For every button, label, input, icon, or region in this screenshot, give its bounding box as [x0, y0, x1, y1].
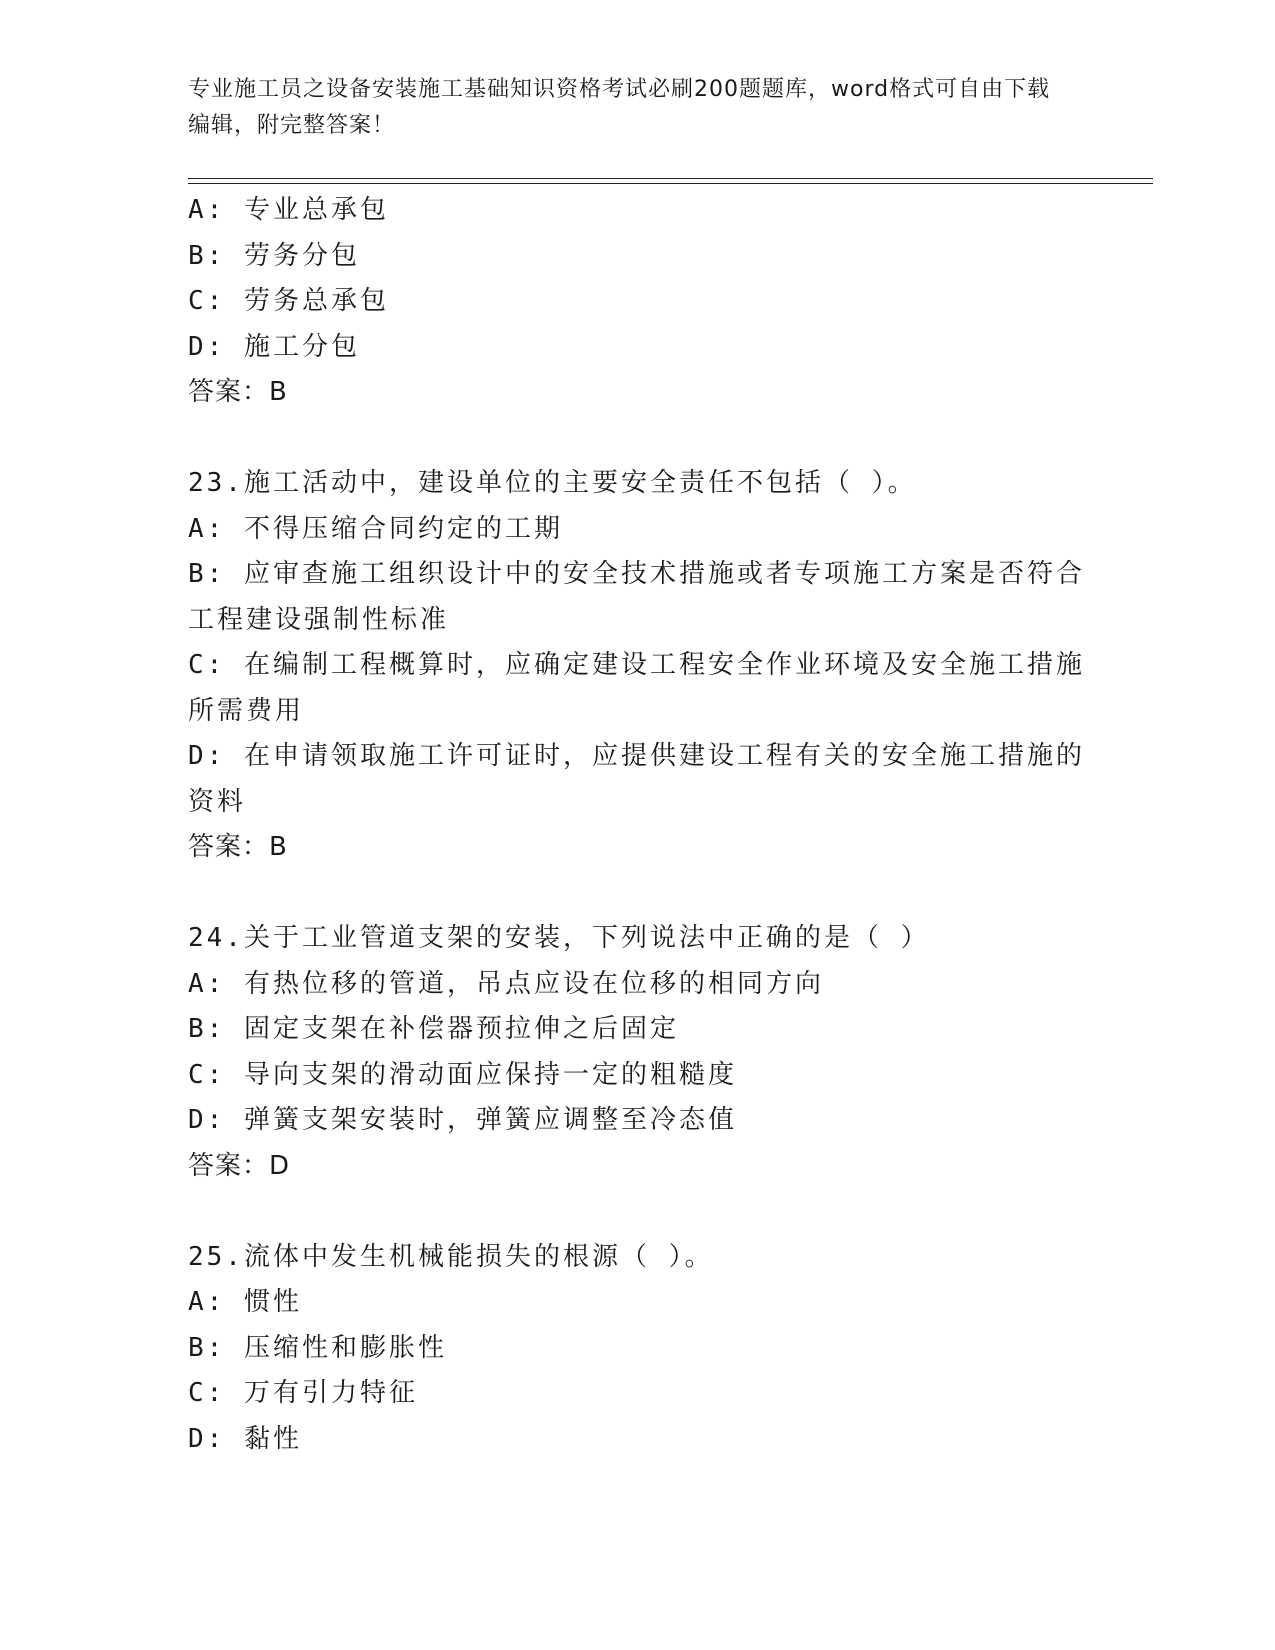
header-divider-top [188, 178, 1153, 179]
option-b: B: 固定支架在补偿器预拉伸之后固定 [188, 1014, 679, 1044]
option-d: D: 在申请领取施工许可证时，应提供建设工程有关的安全施工措施的资料 [188, 741, 1085, 817]
answer-line: 答案：D [188, 1150, 291, 1181]
question-24-block [188, 916, 1088, 1189]
option-a: A: 不得压缩合同约定的工期 [188, 513, 563, 544]
option-c: C: 万有引力特征 [188, 1378, 418, 1408]
spacer [188, 416, 1088, 462]
option-c: C: 劳务总承包 [188, 286, 389, 316]
option-c: C: 在编制工程概算时，应确定建设工程安全作业环境及安全施工措施所需费用 [188, 650, 1085, 726]
document-header: 专业施工员之设备安装施工基础知识资格考试必刷200题题库，word格式可自由下载编辑，附完整答案！ [188, 77, 1051, 138]
option-b: B: 应审查施工组织设计中的安全技术措施或者专项施工方案是否符合工程建设强制性标准 [188, 559, 1085, 635]
option-d: D: 弹簧支架安装时，弹簧应调整至冷态值 [188, 1105, 737, 1135]
question-stem: 24.关于工业管道支架的安装，下列说法中正确的是（ ） [188, 923, 930, 953]
option-b: B: 压缩性和膨胀性 [188, 1332, 447, 1363]
question-23-block [188, 461, 1088, 871]
option-a: A: 有热位移的管道，吊点应设在位移的相同方向 [188, 968, 824, 999]
header-divider-bottom [188, 183, 1153, 184]
spacer [188, 1189, 1088, 1235]
option-c: C: 导向支架的滑动面应保持一定的粗糙度 [188, 1059, 737, 1090]
option-a: A: 惯性 [188, 1287, 302, 1317]
question-25-block [188, 1235, 1088, 1463]
option-b: B: 劳务分包 [188, 240, 360, 271]
answer-line: 答案：B [188, 377, 288, 407]
spacer [188, 871, 1088, 917]
option-d: D: 施工分包 [188, 331, 360, 362]
question-stem: 23.施工活动中，建设单位的主要安全责任不包括（ ）。 [188, 468, 917, 498]
previous-question-block [188, 188, 1088, 416]
option-a: A: 专业总承包 [188, 195, 389, 225]
question-stem: 25.流体中发生机械能损失的根源（ ）。 [188, 1241, 714, 1272]
option-d: D: 黏性 [188, 1423, 302, 1454]
question-content [188, 188, 1088, 1462]
answer-line: 答案：B [188, 832, 288, 862]
